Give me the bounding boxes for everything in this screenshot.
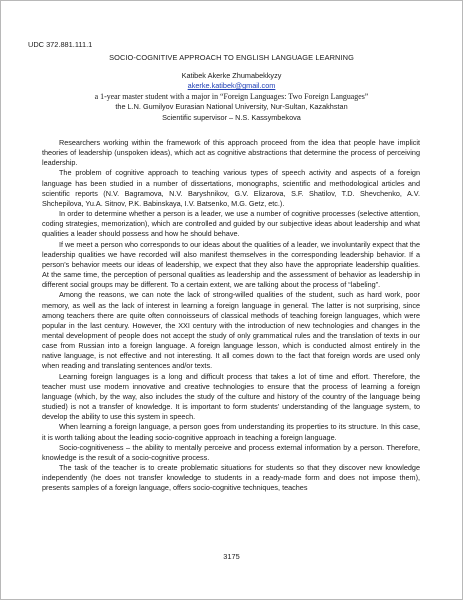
body-paragraph: Socio-cognitiveness – the ability to mentally perceive and process external information by a person. Therefore, knowledge is the result of a socio-cognitive process.	[42, 442, 420, 462]
body-paragraph: The task of the teacher is to create problematic situations for students so that they discover new knowledge independently (he does not transfer knowledge to students in a ready-made form and does not impose them), presents samples of a foreign language, offers socio-cognitive techniques, teaches	[42, 463, 420, 493]
body-paragraph: Learning foreign languages is a long and difficult process that takes a lot of time and effort. Therefore, the teacher must use modern innovative and creative technologies to ensure that the process of learning a foreign language (which, by the way, also includes the study of the culture and history of the country of the language being studied) is not a transfer of knowledge. It is important to form students’ understanding of the language system, to develop the ability to use this system in speech.	[42, 371, 420, 422]
udc-code: UDC 372.881.111.1	[28, 40, 93, 49]
author-affiliation: the L.N. Gumilyov Eurasian National University, Nur-Sultan, Kazakhstan	[115, 102, 348, 112]
scientific-supervisor: Scientific supervisor – N.S. Kassymbekova	[162, 112, 301, 122]
body-paragraph: Researchers working within the framework of this approach proceed from the idea that people have implicit theories of leadership (unspoken ideas), which act as cognitive abstractions that determine the process of perceiving leadership.	[42, 138, 420, 168]
body-paragraph: If we meet a person who corresponds to our ideas about the qualities of a leader, we involuntarily expect that the leadership qualities we have recorded will also manifest themselves in the corresponding leadership behavior. If a person’s behavior meets our ideas of leadership, we expect that they also have the appropriate leadership qualities. At the same time, the perception of personal qualities as leadership and the assessment of behavior as leadership in different social groups may be different. To a certain extent, we are talking about the process of “labeling”.	[42, 239, 420, 290]
author-role: a 1-year master student with a major in “Foreign Languages: Two Foreign Languages”	[94, 91, 369, 101]
article-title: SOCIO-COGNITIVE APPROACH TO ENGLISH LANGUAGE LEARNING	[109, 53, 354, 62]
author-block	[1, 71, 462, 123]
page-number: 3175	[223, 552, 240, 561]
author-email-link[interactable]: akerke.katibek@gmail.com	[187, 81, 276, 91]
body-paragraph: In order to determine whether a person is a leader, we use a number of cognitive processes (selective attention, coding strategies, memorization), which are controlled and guided by our subjective ideas about leadership and what qualities a leader should possess and how he should behave.	[42, 209, 420, 239]
body-paragraph: Among the reasons, we can note the lack of strong-willed qualities of the student, such as hard work, poor memory, as well as the lack of interest in learning a foreign language in general. The latter is not surprising, since among teachers there are quite often connoisseurs of classical methods of teaching foreign languages, which were popular in the last century. However, the XXI century with the introduction of new technologies and changes in the mental development of people does not accept the study of only grammatical rules and the translation of texts in our case from Russian into a foreign language. A foreign language lesson, which is conducted almost entirely in the native language, is not effective and not interesting. It all comes down to the fact that foreign words are used only when reading and translating sentences and/or texts.	[42, 290, 420, 371]
article-body	[42, 138, 420, 493]
author-name: Katibek Akerke Zhumabekkyzy	[181, 71, 282, 80]
body-paragraph: The problem of cognitive approach to teaching various types of speech activity and aspects of a foreign language has been studied in a number of dissertations, monographs, scientific and methodological articles and scientific reports (N.V. Bagramova, N.V. Baryshnikov, G.V. Elizarova, S.F. Shatilov, T.D. Shevchenko, A.V. Shchepilova, Yu.A. Sitnov, P.K. Babinskaya, I.V. Batsenko, M.G. Getz, etc.).	[42, 168, 420, 208]
body-paragraph: When learning a foreign language, a person goes from understanding its properties to its structure. In this case, it is worth talking about the leading socio-cognitive approach in teaching a foreign language.	[42, 422, 420, 442]
